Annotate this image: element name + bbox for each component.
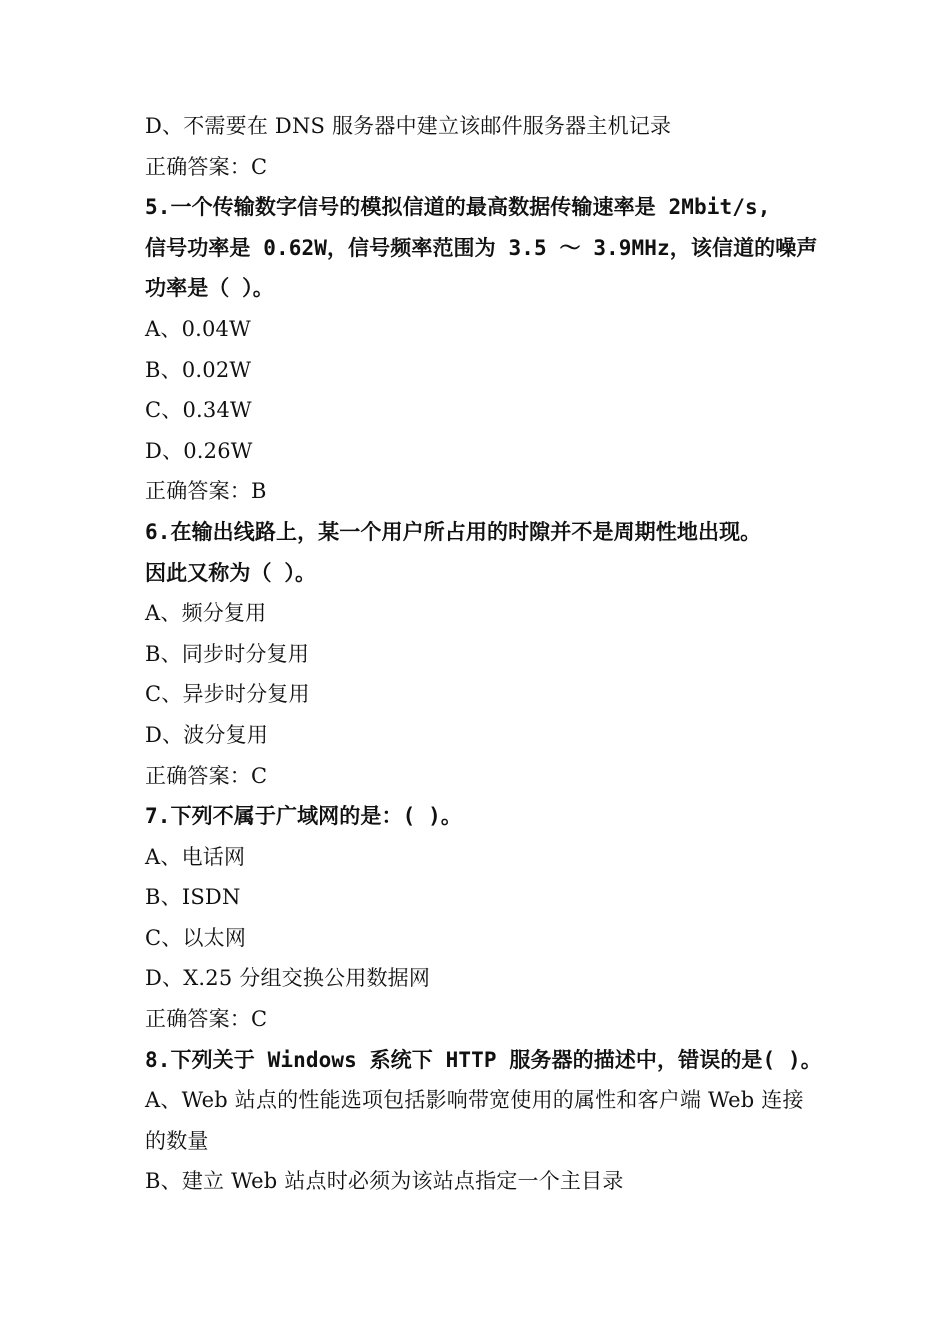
option-text: C、异步时分复用 bbox=[145, 682, 310, 707]
question-text: 6.在输出线路上，某一个用户所占用的时隙并不是周期性地出现。 bbox=[145, 519, 762, 544]
question-text: 因此又称为（ ）。 bbox=[145, 560, 317, 585]
answer-text: 正确答案：C bbox=[145, 1007, 268, 1032]
option-text: 的数量 bbox=[145, 1128, 209, 1153]
document-page bbox=[145, 106, 825, 1202]
option-text: C、0.34W bbox=[145, 398, 252, 423]
question-text: 功率是（ ）。 bbox=[145, 276, 274, 301]
option-text: D、波分复用 bbox=[145, 722, 269, 747]
option-text: A、0.04W bbox=[145, 316, 251, 341]
option-text: B、同步时分复用 bbox=[145, 641, 310, 666]
option-text: B、0.02W bbox=[145, 357, 252, 382]
option-text: D、不需要在 DNS 服务器中建立该邮件服务器主机记录 bbox=[145, 114, 672, 138]
question-text: 信号功率是 0.62W，信号频率范围为 3.5 ～ 3.9MHz，该信道的噪声 bbox=[145, 235, 818, 260]
option-text: A、电话网 bbox=[145, 844, 246, 869]
option-text: B、ISDN bbox=[145, 885, 241, 910]
option-text: A、频分复用 bbox=[145, 601, 267, 626]
question-text: 7.下列不属于广域网的是：( )。 bbox=[145, 804, 462, 829]
answer-text: 正确答案：C bbox=[145, 763, 268, 788]
option-text: B、建立 Web 站点时必须为该站点指定一个主目录 bbox=[145, 1169, 624, 1194]
question-text: 8.下列关于 Windows 系统下 HTTP 服务器的描述中，错误的是( )。 bbox=[145, 1047, 822, 1072]
answer-text: 正确答案：C bbox=[145, 154, 268, 179]
answer-text: 正确答案：B bbox=[145, 479, 267, 504]
option-text: D、X.25 分组交换公用数据网 bbox=[145, 966, 431, 991]
option-text: A、Web 站点的性能选项包括影响带宽使用的属性和客户端 Web 连接 bbox=[145, 1088, 804, 1113]
option-text: C、以太网 bbox=[145, 925, 247, 950]
option-text: D、0.26W bbox=[145, 438, 253, 463]
question-text: 5.一个传输数字信号的模拟信道的最高数据传输速率是 2Mbit/s, bbox=[145, 195, 771, 220]
